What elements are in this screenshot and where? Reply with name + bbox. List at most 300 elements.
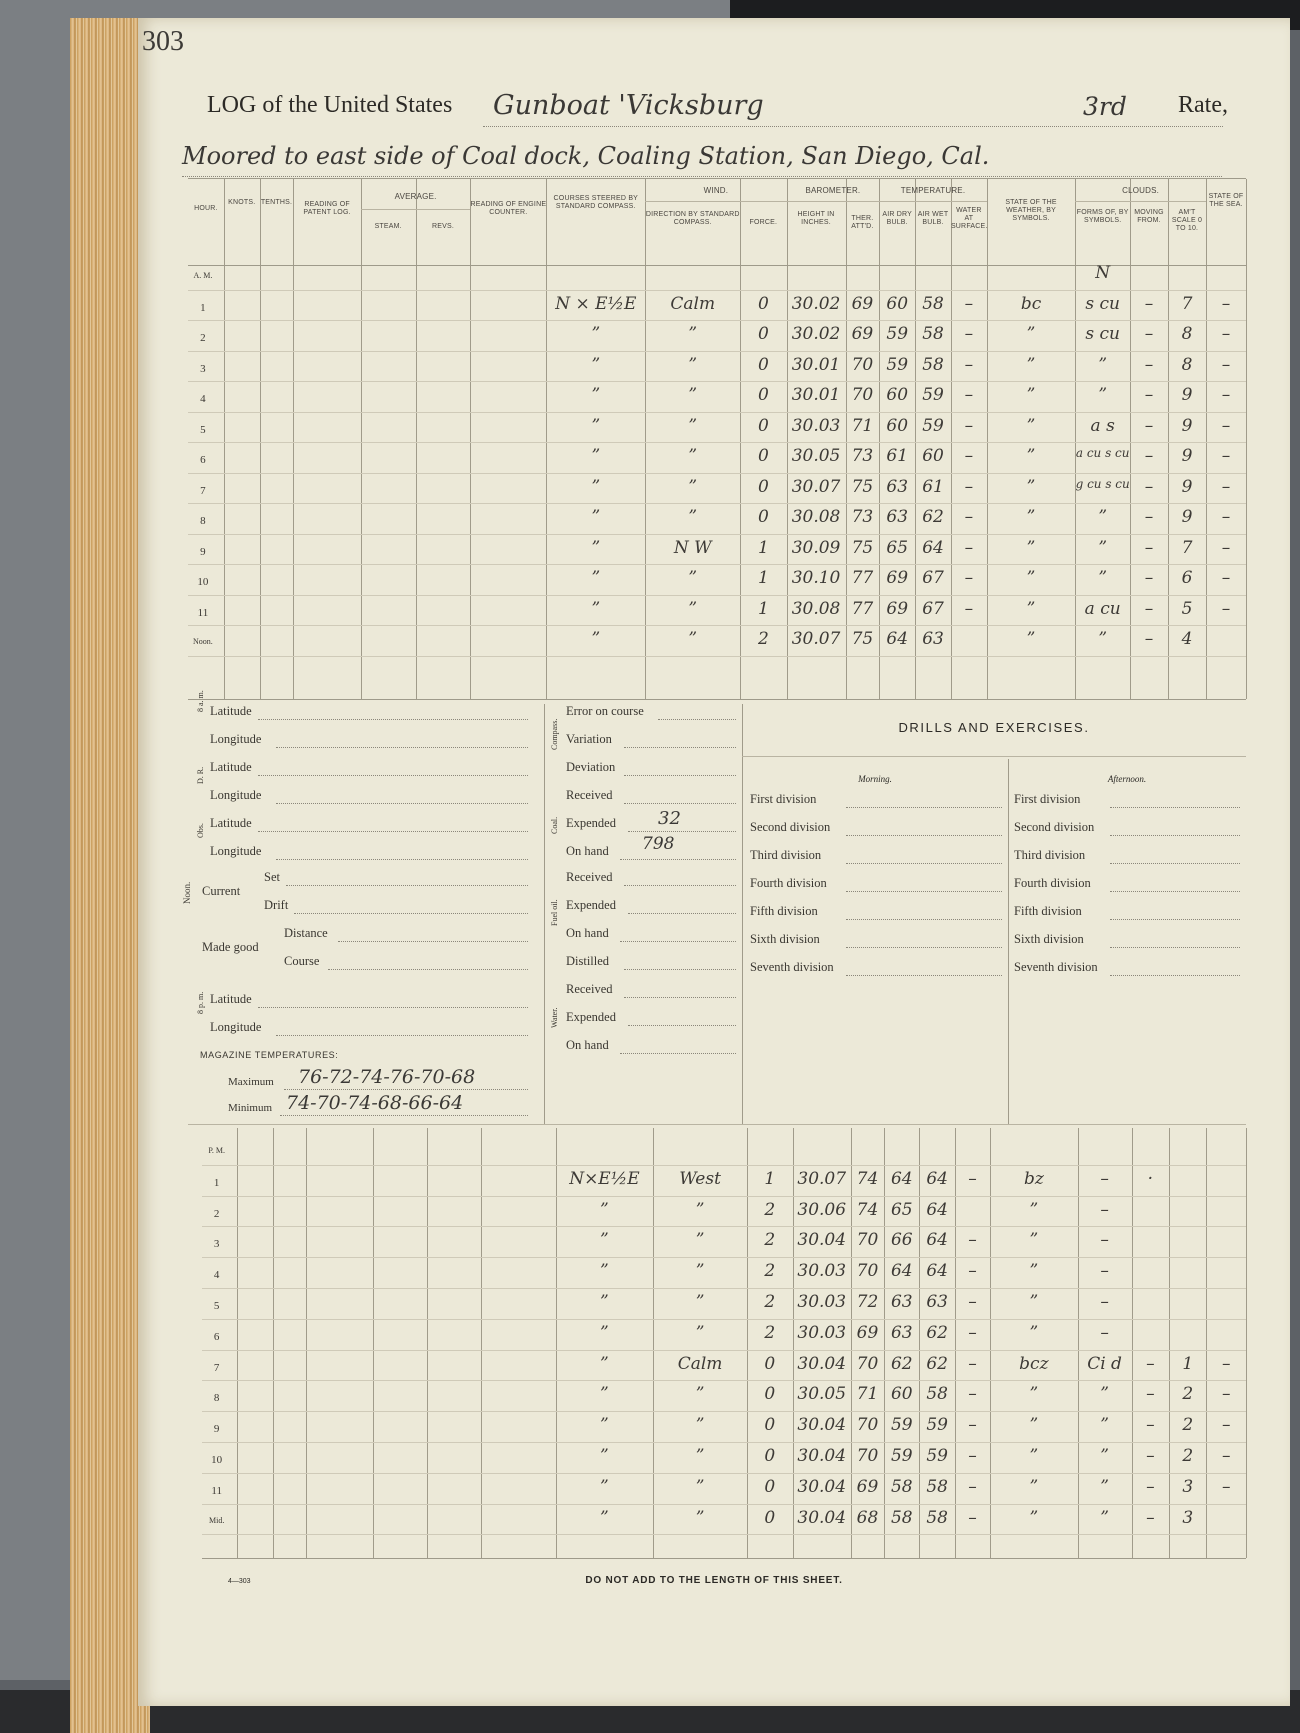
cell-dir: ” xyxy=(688,568,698,588)
cell-course: N × E½E xyxy=(555,293,637,314)
cell-course: ” xyxy=(600,1261,609,1282)
cell-baro: 30.02 xyxy=(791,293,841,314)
cell-forms: ” xyxy=(1100,1446,1109,1466)
drill-division-label: Seventh division xyxy=(1014,960,1098,974)
cell-baro: 30.04 xyxy=(797,1230,847,1251)
am-log-table xyxy=(188,178,1246,700)
cell-amount: 2 xyxy=(1182,1446,1194,1466)
cell-water: – xyxy=(968,1168,977,1189)
column-rule xyxy=(1075,179,1076,699)
drills-morning-heading: Morning. xyxy=(858,774,892,784)
cell-amount: 2 xyxy=(1182,1415,1194,1436)
drill-division-label: Fifth division xyxy=(750,904,818,918)
label-fuel-oil: Fuel oil. xyxy=(550,899,559,926)
cell-dry: 59 xyxy=(890,1446,913,1466)
label-maximum: Maximum xyxy=(228,1076,274,1088)
cell-course: ” xyxy=(600,1322,609,1343)
row-rule xyxy=(188,412,1246,413)
cell-forms: – xyxy=(1100,1199,1109,1220)
column-header-patent-log: READING OF PATENT LOG. xyxy=(303,201,351,216)
rate-suffix: Rate, xyxy=(1178,92,1228,118)
cell-wet: 63 xyxy=(926,1292,948,1312)
label-deviation: Deviation xyxy=(566,760,616,774)
column-rule xyxy=(481,1128,482,1558)
cell-forms: N xyxy=(1095,263,1111,283)
log-page xyxy=(138,18,1290,1706)
cell-water: – xyxy=(964,324,974,344)
cell-water: – xyxy=(968,1261,977,1282)
cell-forms: g cu s cu xyxy=(1075,476,1130,491)
line xyxy=(628,913,736,914)
cell-wet: 59 xyxy=(926,1446,948,1466)
cell-baro: 30.01 xyxy=(791,354,841,375)
cell-force: 0 xyxy=(757,507,769,527)
line xyxy=(286,885,528,886)
cell-forms: s cu xyxy=(1085,324,1120,344)
cell-dry: 65 xyxy=(886,537,909,558)
cell-wet: 58 xyxy=(922,324,944,344)
cell-dry: 59 xyxy=(886,354,909,375)
cell-force: 0 xyxy=(757,293,769,314)
line xyxy=(620,859,736,860)
column-rule xyxy=(1246,179,1247,699)
cell-sea: – xyxy=(1221,537,1231,558)
cell-baro: 30.01 xyxy=(791,385,841,405)
footer-notice: DO NOT ADD TO THE LENGTH OF THIS SHEET. xyxy=(585,1575,843,1586)
label-longitude-8pm: Longitude xyxy=(210,1020,262,1034)
drill-division-label: First division xyxy=(750,792,817,806)
cell-wet: 64 xyxy=(926,1168,948,1189)
label-obs: Obs. xyxy=(196,823,205,838)
group-rule xyxy=(1075,201,1206,202)
cell-dir: ” xyxy=(695,1384,705,1405)
line xyxy=(628,1025,736,1026)
cell-dir: ” xyxy=(695,1322,705,1343)
drill-division-label: Fourth division xyxy=(750,876,827,890)
column-header-revs: REVS. xyxy=(431,223,454,230)
cell-moving: – xyxy=(1146,1353,1155,1374)
cell-amount: 9 xyxy=(1181,385,1193,405)
hour-label: 7 xyxy=(213,1361,220,1374)
cell-forms: ” xyxy=(1100,1507,1109,1528)
row-rule xyxy=(202,1226,1246,1227)
cell-course: ” xyxy=(591,537,601,558)
line xyxy=(624,803,736,804)
line xyxy=(624,969,736,970)
label-set: Set xyxy=(264,870,280,884)
cell-weather: ” xyxy=(1029,1476,1039,1497)
cell-water: – xyxy=(964,385,974,405)
cell-force: 2 xyxy=(764,1261,776,1282)
cell-wet: 62 xyxy=(926,1322,948,1343)
cell-weather: ” xyxy=(1026,568,1036,588)
label-longitude-dr: Longitude xyxy=(210,788,262,802)
column-rule xyxy=(879,179,880,699)
cell-weather: ” xyxy=(1029,1415,1039,1436)
cell-sea: – xyxy=(1221,507,1231,527)
cell-forms: – xyxy=(1100,1292,1109,1312)
drill-division-line xyxy=(846,975,1002,976)
column-rule xyxy=(373,1128,374,1558)
cell-wet: 58 xyxy=(922,354,944,375)
column-rule xyxy=(1130,179,1131,699)
cell-forms: a cu xyxy=(1084,598,1121,619)
cell-weather: bc xyxy=(1020,293,1042,314)
row-rule xyxy=(202,1319,1246,1320)
row-rule xyxy=(188,381,1246,382)
line xyxy=(280,1115,528,1116)
cell-wet: 64 xyxy=(926,1199,948,1220)
cell-baro: 30.04 xyxy=(797,1507,847,1528)
drill-division-label: Third division xyxy=(750,848,822,862)
cell-weather: ” xyxy=(1026,446,1036,466)
cell-water: – xyxy=(964,415,974,436)
cell-wet: 64 xyxy=(926,1230,948,1251)
cell-force: 0 xyxy=(757,476,769,497)
column-header-hour: HOUR. xyxy=(194,205,218,212)
cell-dry: 63 xyxy=(886,507,909,527)
cell-dir: Calm xyxy=(677,1353,723,1374)
cell-course: ” xyxy=(591,507,601,527)
cell-force: 0 xyxy=(757,324,769,344)
drill-division-line xyxy=(846,835,1002,836)
cell-water: – xyxy=(968,1415,977,1436)
cell-dry: 66 xyxy=(890,1230,913,1251)
row-rule xyxy=(188,595,1246,596)
column-header-wind: WIND. xyxy=(703,186,729,195)
cell-dir: Calm xyxy=(670,293,716,314)
divider-2 xyxy=(742,704,743,1124)
row-rule xyxy=(202,1411,1246,1412)
cell-dir: ” xyxy=(695,1507,705,1528)
cell-course: ” xyxy=(591,476,601,497)
cell-forms: ” xyxy=(1098,568,1108,588)
hour-label: P. M. xyxy=(208,1146,226,1155)
column-header-engine-counter: READING OF ENGINE COUNTER. xyxy=(470,201,547,216)
column-rule xyxy=(846,179,847,699)
line xyxy=(258,1007,528,1008)
cell-wet: 67 xyxy=(922,598,944,619)
line xyxy=(658,719,736,720)
label-water: Water. xyxy=(550,1007,559,1028)
line xyxy=(624,747,736,748)
cell-wet: 61 xyxy=(922,476,944,497)
cell-forms: – xyxy=(1100,1230,1109,1251)
cell-wet: 58 xyxy=(926,1384,948,1405)
cell-amount: 4 xyxy=(1181,629,1193,649)
cell-moving: – xyxy=(1144,385,1154,405)
cell-amount: 5 xyxy=(1181,598,1193,619)
line xyxy=(338,941,528,942)
cell-ther: 74 xyxy=(856,1168,879,1189)
hour-label: 5 xyxy=(200,423,206,436)
row-rule xyxy=(188,320,1246,321)
cell-weather: ” xyxy=(1026,537,1036,558)
cell-baro: 30.05 xyxy=(797,1384,847,1405)
cell-baro: 30.04 xyxy=(797,1353,847,1374)
cell-wet: 67 xyxy=(922,568,944,588)
label-error-on-course: Error on course xyxy=(566,704,644,718)
cell-dry: 63 xyxy=(886,476,909,497)
cell-amount: 7 xyxy=(1181,293,1193,314)
cell-baro: 30.04 xyxy=(797,1415,847,1436)
cell-force: 1 xyxy=(757,598,769,619)
label-8pm: 8 p. m. xyxy=(196,991,205,1014)
cell-moving: – xyxy=(1144,324,1154,344)
cell-course: ” xyxy=(591,415,601,436)
divider-1 xyxy=(544,704,545,1124)
cell-wet: 64 xyxy=(926,1261,948,1282)
cell-baro: 30.08 xyxy=(791,507,841,527)
line xyxy=(624,997,736,998)
cell-water: – xyxy=(968,1446,977,1466)
hour-label: 8 xyxy=(200,515,206,527)
cell-ther: 69 xyxy=(851,324,874,344)
column-rule xyxy=(273,1128,274,1558)
column-header-water-surface: WATER AT SURFACE. xyxy=(950,207,988,230)
column-header-average: AVERAGE. xyxy=(394,192,437,201)
cell-ther: 75 xyxy=(851,537,874,558)
cell-water: – xyxy=(968,1384,977,1405)
cell-course: ” xyxy=(600,1415,609,1436)
cell-course: ” xyxy=(600,1292,609,1312)
cell-force: 1 xyxy=(757,568,769,588)
cell-ther: 70 xyxy=(856,1230,879,1251)
drills-title: DRILLS AND EXERCISES. xyxy=(898,720,1090,735)
cell-dir: ” xyxy=(688,476,698,497)
cell-forms: ” xyxy=(1100,1476,1109,1497)
cell-weather: ” xyxy=(1029,1261,1039,1282)
cell-forms: ” xyxy=(1098,354,1108,375)
cell-dry: 64 xyxy=(890,1261,913,1282)
cell-forms: Ci d xyxy=(1087,1353,1122,1374)
drills-title-rule xyxy=(742,756,1246,757)
column-rule xyxy=(951,179,952,699)
cell-amount: 8 xyxy=(1181,324,1193,344)
cell-moving: – xyxy=(1144,293,1154,314)
hour-label: 11 xyxy=(197,606,209,619)
hour-label: 2 xyxy=(200,332,206,344)
cell-force: 0 xyxy=(764,1476,776,1497)
pm-log-table xyxy=(202,1128,1246,1559)
cell-weather: ” xyxy=(1029,1292,1039,1312)
row-rule xyxy=(188,290,1246,291)
line xyxy=(294,913,528,914)
label-8am: 8 a. m. xyxy=(196,690,205,712)
line xyxy=(276,1035,528,1036)
cell-ther: 70 xyxy=(856,1415,879,1436)
column-header-cloud-moving: MOVING FROM. xyxy=(1134,209,1164,224)
cell-dir: ” xyxy=(695,1292,705,1312)
label-water-received: Received xyxy=(566,982,613,996)
cell-baro: 30.07 xyxy=(791,629,841,649)
cell-moving: – xyxy=(1146,1476,1155,1497)
cell-baro: 30.07 xyxy=(791,476,841,497)
cell-sea: – xyxy=(1221,1384,1231,1405)
cell-water: – xyxy=(968,1322,977,1343)
middle-bottom-rule xyxy=(188,1124,1246,1125)
cell-force: 0 xyxy=(757,385,769,405)
cell-sea: – xyxy=(1221,1353,1231,1374)
cell-force: 2 xyxy=(764,1292,776,1312)
row-rule xyxy=(202,1165,1246,1166)
cell-ther: 73 xyxy=(851,507,874,527)
line xyxy=(276,859,528,860)
cell-dir: ” xyxy=(695,1446,705,1466)
cell-course: ” xyxy=(600,1353,609,1374)
cell-course: ” xyxy=(591,385,601,405)
cell-course: ” xyxy=(591,629,601,649)
magazine-max-values: 76-72-74-76-70-68 xyxy=(298,1066,476,1088)
row-rule xyxy=(188,564,1246,565)
middle-section xyxy=(182,690,1246,1124)
cell-weather: ” xyxy=(1026,598,1036,619)
row-rule xyxy=(188,473,1246,474)
title-prefix: LOG of the United States xyxy=(207,92,453,118)
cell-forms: – xyxy=(1100,1168,1109,1189)
cell-baro: 30.09 xyxy=(791,537,841,558)
label-variation: Variation xyxy=(566,732,612,746)
label-oil-received: Received xyxy=(566,870,613,884)
cell-dry: 59 xyxy=(890,1415,913,1436)
row-rule xyxy=(188,625,1246,626)
magazine-temperatures-title: MAGAZINE TEMPERATURES: xyxy=(200,1050,339,1060)
cell-course: ” xyxy=(600,1476,609,1497)
cell-weather: ” xyxy=(1026,629,1036,649)
cell-amount: 7 xyxy=(1181,537,1193,558)
cell-sea: – xyxy=(1221,324,1231,344)
label-latitude-8am: Latitude xyxy=(210,704,252,718)
cell-course: ” xyxy=(591,446,601,466)
column-header-clouds: CLOUDS. xyxy=(1122,186,1160,195)
drill-division-line xyxy=(846,891,1002,892)
column-rule xyxy=(1168,179,1169,699)
label-course: Course xyxy=(284,954,320,968)
cell-amount: 3 xyxy=(1182,1507,1194,1528)
column-rule xyxy=(427,1128,428,1558)
cell-moving: – xyxy=(1144,354,1154,375)
cell-dir: ” xyxy=(688,598,698,619)
label-current: Current xyxy=(202,884,241,898)
column-header-barometer: BAROMETER. xyxy=(805,186,861,195)
line xyxy=(284,1089,528,1090)
cell-wet: 58 xyxy=(926,1507,948,1528)
hour-label: 2 xyxy=(213,1207,220,1220)
hour-label: 10 xyxy=(197,576,209,588)
cell-baro: 30.08 xyxy=(791,598,841,619)
cell-sea: – xyxy=(1221,293,1231,314)
cell-dir: N W xyxy=(673,537,712,558)
drill-division-line xyxy=(846,947,1002,948)
cell-course: ” xyxy=(600,1230,609,1251)
cell-ther: 75 xyxy=(851,629,874,649)
cell-moving: – xyxy=(1144,598,1154,619)
cell-dry: 59 xyxy=(886,324,909,344)
cell-forms: – xyxy=(1100,1322,1109,1343)
cell-water: – xyxy=(964,446,974,466)
cell-baro: 30.03 xyxy=(791,415,841,436)
line xyxy=(328,969,528,970)
drill-division-line xyxy=(846,807,1002,808)
cell-weather: ” xyxy=(1026,476,1036,497)
cell-wet: 60 xyxy=(922,446,944,466)
cell-water: – xyxy=(964,293,974,314)
cell-water: – xyxy=(964,537,974,558)
cell-water: – xyxy=(968,1230,977,1251)
drill-division-label: First division xyxy=(1014,792,1081,806)
cell-moving: – xyxy=(1146,1384,1155,1405)
column-header-cloud-amount: AM'T SCALE 0 TO 10. xyxy=(1171,209,1203,232)
cell-forms: ” xyxy=(1098,629,1108,649)
hour-label: 1 xyxy=(200,301,206,314)
column-rule xyxy=(237,1128,238,1558)
cell-dry: 61 xyxy=(886,446,909,466)
hour-label: 4 xyxy=(200,393,206,405)
hour-label: 3 xyxy=(200,362,206,375)
cell-dir: ” xyxy=(695,1199,705,1220)
drill-division-label: Second division xyxy=(750,820,831,834)
line xyxy=(624,885,736,886)
cell-ther: 75 xyxy=(851,476,874,497)
drills-afternoon-heading: Afternoon. xyxy=(1107,774,1147,784)
group-rule xyxy=(787,201,880,202)
label-distance: Distance xyxy=(284,926,328,940)
line xyxy=(258,831,528,832)
label-compass: Compass. xyxy=(550,718,559,750)
column-rule xyxy=(260,179,261,699)
label-drift: Drift xyxy=(264,898,289,912)
column-header-air-wet: AIR WET BULB. xyxy=(917,211,949,226)
cell-water: – xyxy=(968,1292,977,1312)
cell-amount: 8 xyxy=(1181,354,1193,375)
cell-force: 0 xyxy=(764,1353,776,1374)
cell-ther: 71 xyxy=(851,415,874,436)
location-line: Moored to east side of Coal dock, Coaling Station, San Diego, Cal. xyxy=(182,142,990,170)
row-rule xyxy=(202,1350,1246,1351)
column-header-knots: KNOTS. xyxy=(228,199,256,206)
location-underline xyxy=(182,176,1222,177)
cell-weather: ” xyxy=(1026,507,1036,527)
group-rule xyxy=(361,209,471,210)
row-rule xyxy=(188,534,1246,535)
cell-dir: West xyxy=(679,1168,721,1189)
drill-division-line xyxy=(1110,919,1240,920)
label-minimum: Minimum xyxy=(228,1102,273,1114)
cell-weather: ” xyxy=(1026,354,1036,375)
cell-forms: ” xyxy=(1100,1415,1109,1436)
cell-course: ” xyxy=(591,354,601,375)
cell-baro: 30.05 xyxy=(791,446,841,466)
cell-course: ” xyxy=(600,1199,609,1220)
cell-forms: ” xyxy=(1098,507,1108,527)
hour-label: 4 xyxy=(213,1269,220,1282)
hour-label: 9 xyxy=(213,1423,220,1436)
column-rule xyxy=(987,179,988,699)
cell-weather: ” xyxy=(1029,1199,1039,1220)
cell-wet: 59 xyxy=(922,415,944,436)
cell-dry: 65 xyxy=(890,1199,913,1220)
vessel-rate: 3rd xyxy=(1083,92,1127,121)
cell-force: 0 xyxy=(757,415,769,436)
column-header-steam: STEAM. xyxy=(374,223,402,230)
cell-force: 0 xyxy=(764,1384,776,1405)
cell-dry: 60 xyxy=(886,415,909,436)
row-rule xyxy=(202,1442,1246,1443)
cell-wet: 59 xyxy=(922,385,944,405)
cell-wet: 63 xyxy=(922,629,944,649)
cell-weather: ” xyxy=(1029,1507,1039,1528)
cell-dry: 64 xyxy=(890,1168,913,1189)
